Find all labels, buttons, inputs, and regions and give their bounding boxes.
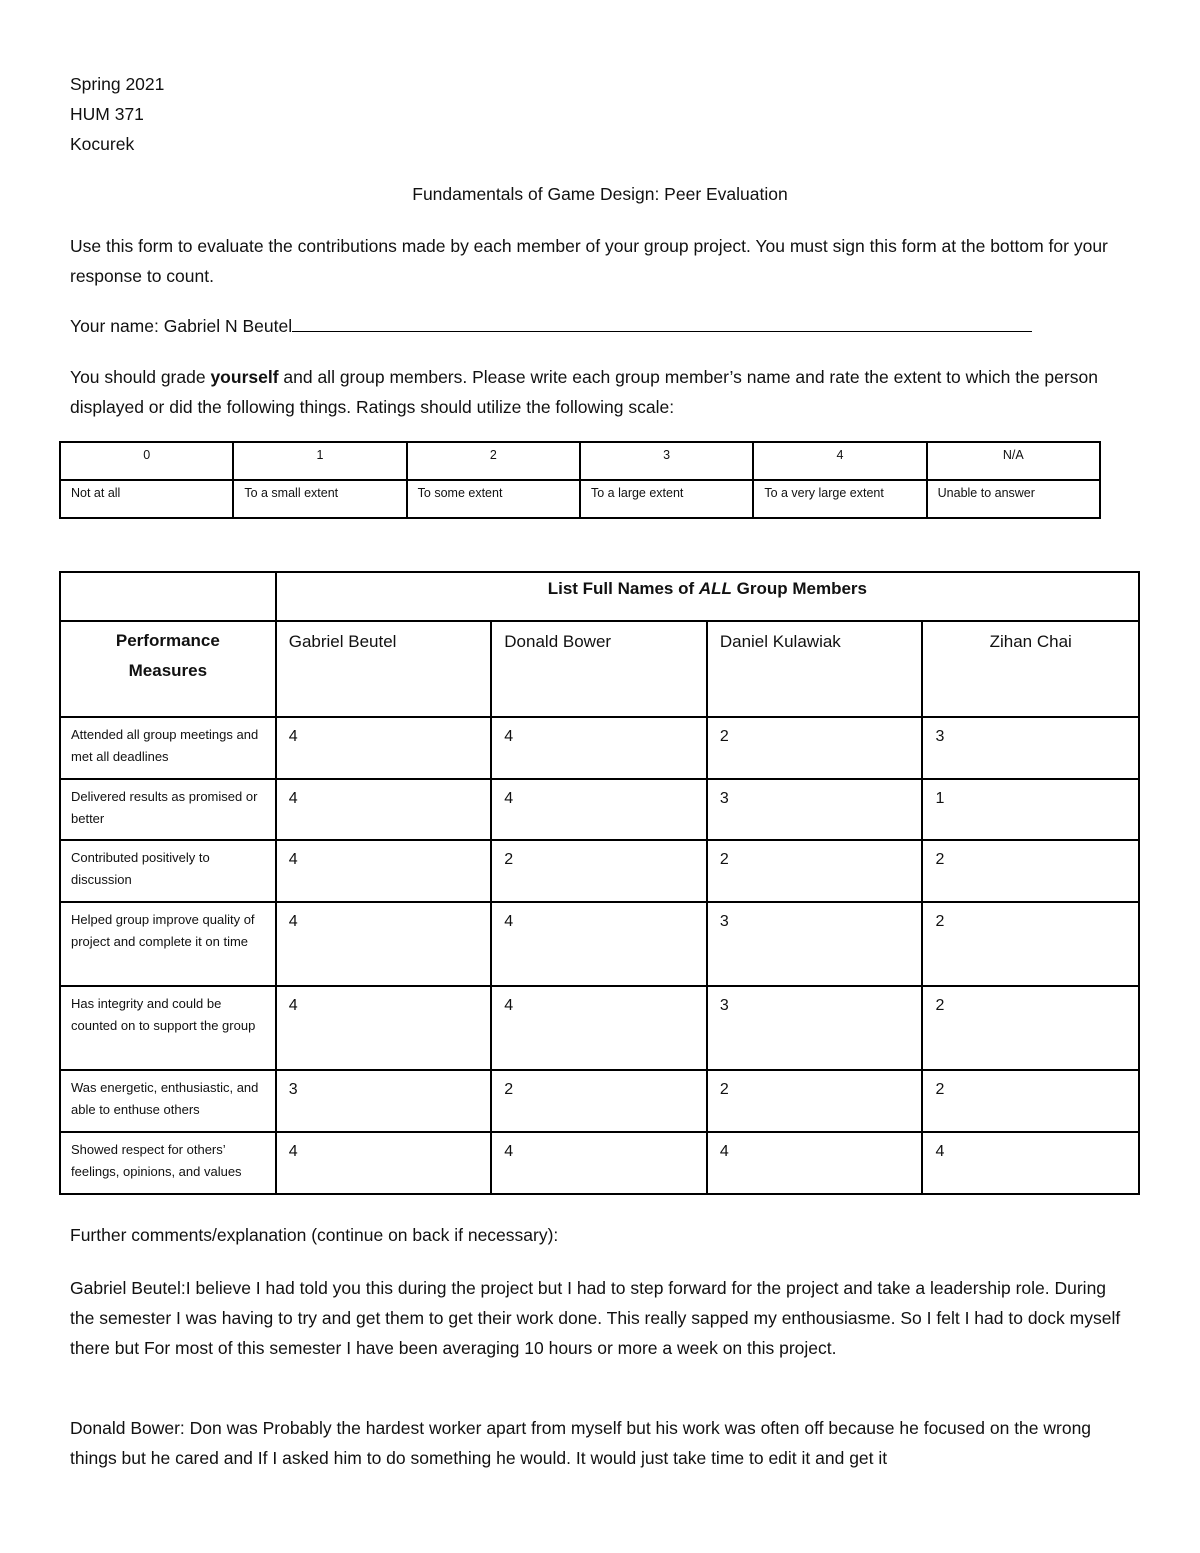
- term-label: Spring 2021: [70, 74, 165, 94]
- rating-scale-table: [59, 441, 1101, 519]
- member-names-row: [60, 621, 1139, 717]
- score-cell: 4: [276, 1132, 492, 1194]
- members-header-row: [60, 572, 1139, 621]
- members-header-em: ALL: [698, 579, 732, 598]
- scale-labels-row: [60, 480, 1100, 518]
- members-header-pre: List Full Names of: [547, 579, 699, 598]
- score-cell: 4: [491, 779, 707, 840]
- table-row: [60, 717, 1139, 779]
- measure-label: Contributed positively to discussion: [60, 840, 276, 902]
- table-row: [60, 779, 1139, 840]
- scale-value: 2: [407, 442, 580, 480]
- members-header: [276, 572, 1139, 621]
- scale-values-row: [60, 442, 1100, 480]
- performance-measures-label: [60, 621, 276, 717]
- scale-value: 3: [580, 442, 753, 480]
- member-name: Zihan Chai: [922, 621, 1139, 717]
- score-cell: 3: [707, 902, 923, 986]
- pm-line2: Measures: [128, 661, 208, 680]
- score-cell: 2: [707, 1070, 923, 1132]
- score-cell: 3: [707, 779, 923, 840]
- scale-value: 4: [753, 442, 926, 480]
- member-name: Daniel Kulawiak: [707, 621, 923, 717]
- table-row: [60, 902, 1139, 986]
- score-cell: 1: [922, 779, 1139, 840]
- your-name-label: Your name: Gabriel N Beutel: [70, 316, 293, 336]
- score-cell: 4: [707, 1132, 923, 1194]
- score-cell: 4: [276, 840, 492, 902]
- score-cell: 2: [491, 1070, 707, 1132]
- scale-label: To a small extent: [233, 480, 406, 518]
- table-row: [60, 1070, 1139, 1132]
- score-cell: 2: [922, 1070, 1139, 1132]
- score-cell: 4: [276, 779, 492, 840]
- name-underline: [292, 313, 1032, 332]
- your-name-line: [70, 313, 1032, 337]
- scale-label: To a large extent: [580, 480, 753, 518]
- scale-value: 1: [233, 442, 406, 480]
- score-cell: 4: [491, 986, 707, 1070]
- page-title: Fundamentals of Game Design: Peer Evaluation: [412, 184, 788, 204]
- score-cell: 4: [491, 1132, 707, 1194]
- score-cell: 2: [707, 840, 923, 902]
- measure-label: Helped group improve quality of project and complete it on time: [60, 902, 276, 986]
- measure-label: Was energetic, enthusiastic, and able to enthuse others: [60, 1070, 276, 1132]
- table-row: [60, 1132, 1139, 1194]
- measure-label: Has integrity and could be counted on to support the group: [60, 986, 276, 1070]
- score-cell: 2: [922, 902, 1139, 986]
- course-label: HUM 371: [70, 104, 144, 124]
- members-header-post: Group Members: [731, 579, 867, 598]
- score-cell: 3: [707, 986, 923, 1070]
- grading-post: and all group members. Please write each group member’s name and rate the extent to which the person displayed or did the following things. Ratings should utilize the following scale:: [70, 367, 1098, 417]
- score-cell: 2: [922, 840, 1139, 902]
- score-cell: 3: [276, 1070, 492, 1132]
- member-name: Donald Bower: [491, 621, 707, 717]
- measure-label: Showed respect for others’ feelings, opinions, and values: [60, 1132, 276, 1194]
- member-name: Gabriel Beutel: [276, 621, 492, 717]
- comments-label: Further comments/explanation (continue on back if necessary):: [70, 1225, 559, 1245]
- measure-label: Delivered results as promised or better: [60, 779, 276, 840]
- comment-paragraph: Gabriel Beutel:I believe I had told you this during the project but I had to step forward for the project and take a leadership role. During the semester I was having to try and get them to get their work done. This really sapped my enthousiasme. So I felt I had to dock myself there but For most of this semester I have been averaging 10 hours or more a week on this project.: [70, 1278, 1121, 1358]
- score-cell: 3: [922, 717, 1139, 779]
- comment-paragraph: Donald Bower: Don was Probably the hardest worker apart from myself but his work was often off because he focused on the wrong things but he cared and If I asked him to do something he would. It would just take time to edit it and get it: [70, 1418, 1092, 1468]
- grading-pre: You should grade: [70, 367, 211, 387]
- corner-cell: [60, 572, 276, 621]
- scale-label: Unable to answer: [927, 480, 1100, 518]
- score-cell: 4: [276, 717, 492, 779]
- grading-bold: yourself: [210, 367, 279, 387]
- instructions-text: Use this form to evaluate the contributions made by each member of your group project. You must sign this form at the bottom for your response to count.: [70, 236, 1108, 286]
- scale-label: To some extent: [407, 480, 580, 518]
- score-cell: 4: [922, 1132, 1139, 1194]
- grading-instructions: [70, 362, 1135, 422]
- pm-line1: Performance: [115, 631, 220, 650]
- score-cell: 4: [491, 717, 707, 779]
- score-cell: 4: [276, 986, 492, 1070]
- measure-label: Attended all group meetings and met all deadlines: [60, 717, 276, 779]
- scale-label: Not at all: [60, 480, 233, 518]
- score-cell: 4: [276, 902, 492, 986]
- score-cell: 2: [491, 840, 707, 902]
- scale-value: N/A: [927, 442, 1100, 480]
- table-row: [60, 986, 1139, 1070]
- scale-label: To a very large extent: [753, 480, 926, 518]
- evaluation-table: [59, 571, 1140, 1195]
- instructor-label: Kocurek: [70, 134, 135, 154]
- score-cell: 4: [491, 902, 707, 986]
- score-cell: 2: [922, 986, 1139, 1070]
- table-row: [60, 840, 1139, 902]
- scale-value: 0: [60, 442, 233, 480]
- score-cell: 2: [707, 717, 923, 779]
